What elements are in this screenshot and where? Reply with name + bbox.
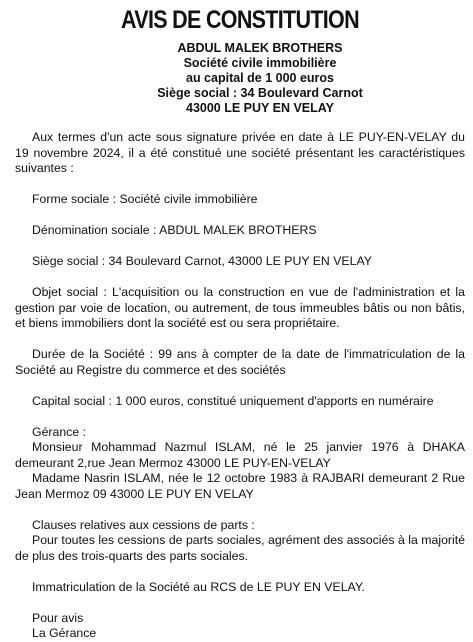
capital-social: Capital social : 1 000 euros, constitué uniquement d'apports en numéraire — [32, 393, 434, 408]
closing-pour-avis: Pour avis — [32, 610, 84, 625]
company-name: ABDUL MALEK BROTHERS — [177, 41, 343, 55]
intro-paragraph: Aux termes d'un acte sous signature privée en date à LE PUY-EN-VELAY du 19 novembre 2024, il a été constitué une société présentant les caractéristiques suivantes : — [15, 130, 465, 175]
company-address: Siège social : 34 Boulevard Carnot — [157, 86, 363, 100]
closing-block — [15, 611, 465, 642]
company-city: 43000 LE PUY EN VELAY — [186, 101, 334, 115]
notice-title: AVIS DE CONSTITUTION — [121, 6, 359, 34]
gerant-1: Monsieur Mohammad Nazmul ISLAM, né le 25 janvier 1976 à DHAKA demeurant 2,rue Jean Mermoz 43000 LE PUY-EN-VELAY — [15, 440, 465, 470]
company-type: Société civile immobilière — [183, 56, 337, 70]
closing-gerance: La Gérance — [32, 626, 97, 640]
clauses-label: Clauses relatives aux cessions de parts : — [32, 517, 255, 532]
objet-social: Objet social : L'acquisition ou la construction en vue de l'administration et la gestion par voie de location, ou autrement, de tous immeubles bâtis ou non bâtis, et biens immobiliers dont la société est ou sera propriétaire. — [15, 285, 465, 330]
siege-social: Siège social : 34 Boulevard Carnot, 43000 LE PUY EN VELAY — [32, 254, 372, 268]
company-header — [55, 41, 465, 116]
company-capital: au capital de 1 000 euros — [186, 71, 334, 85]
clauses-section — [15, 518, 465, 565]
duree-societe: Durée de la Société : 99 ans à compter de la date de l'immatriculation de la Société au Registre du commerce et des sociétés — [15, 347, 465, 377]
gerance-section — [15, 425, 465, 503]
forme-sociale: Forme sociale : Société civile immobilière — [32, 192, 258, 206]
immatriculation: Immatriculation de la Société au RCS de LE PUY EN VELAY. — [32, 579, 365, 594]
denomination-sociale: Dénomination sociale : ABDUL MALEK BROTHERS — [32, 223, 317, 237]
gerance-label: Gérance : — [32, 424, 86, 439]
clauses-text: Pour toutes les cessions de parts sociales, agrément des associés à la majorité de plus des trois-quarts des parts sociales. — [15, 533, 465, 563]
gerant-2: Madame Nasrin ISLAM, née le 12 octobre 1983 à RAJBARI demeurant 2 Rue Jean Mermoz 09 43000 LE PUY EN VELAY — [15, 471, 465, 501]
